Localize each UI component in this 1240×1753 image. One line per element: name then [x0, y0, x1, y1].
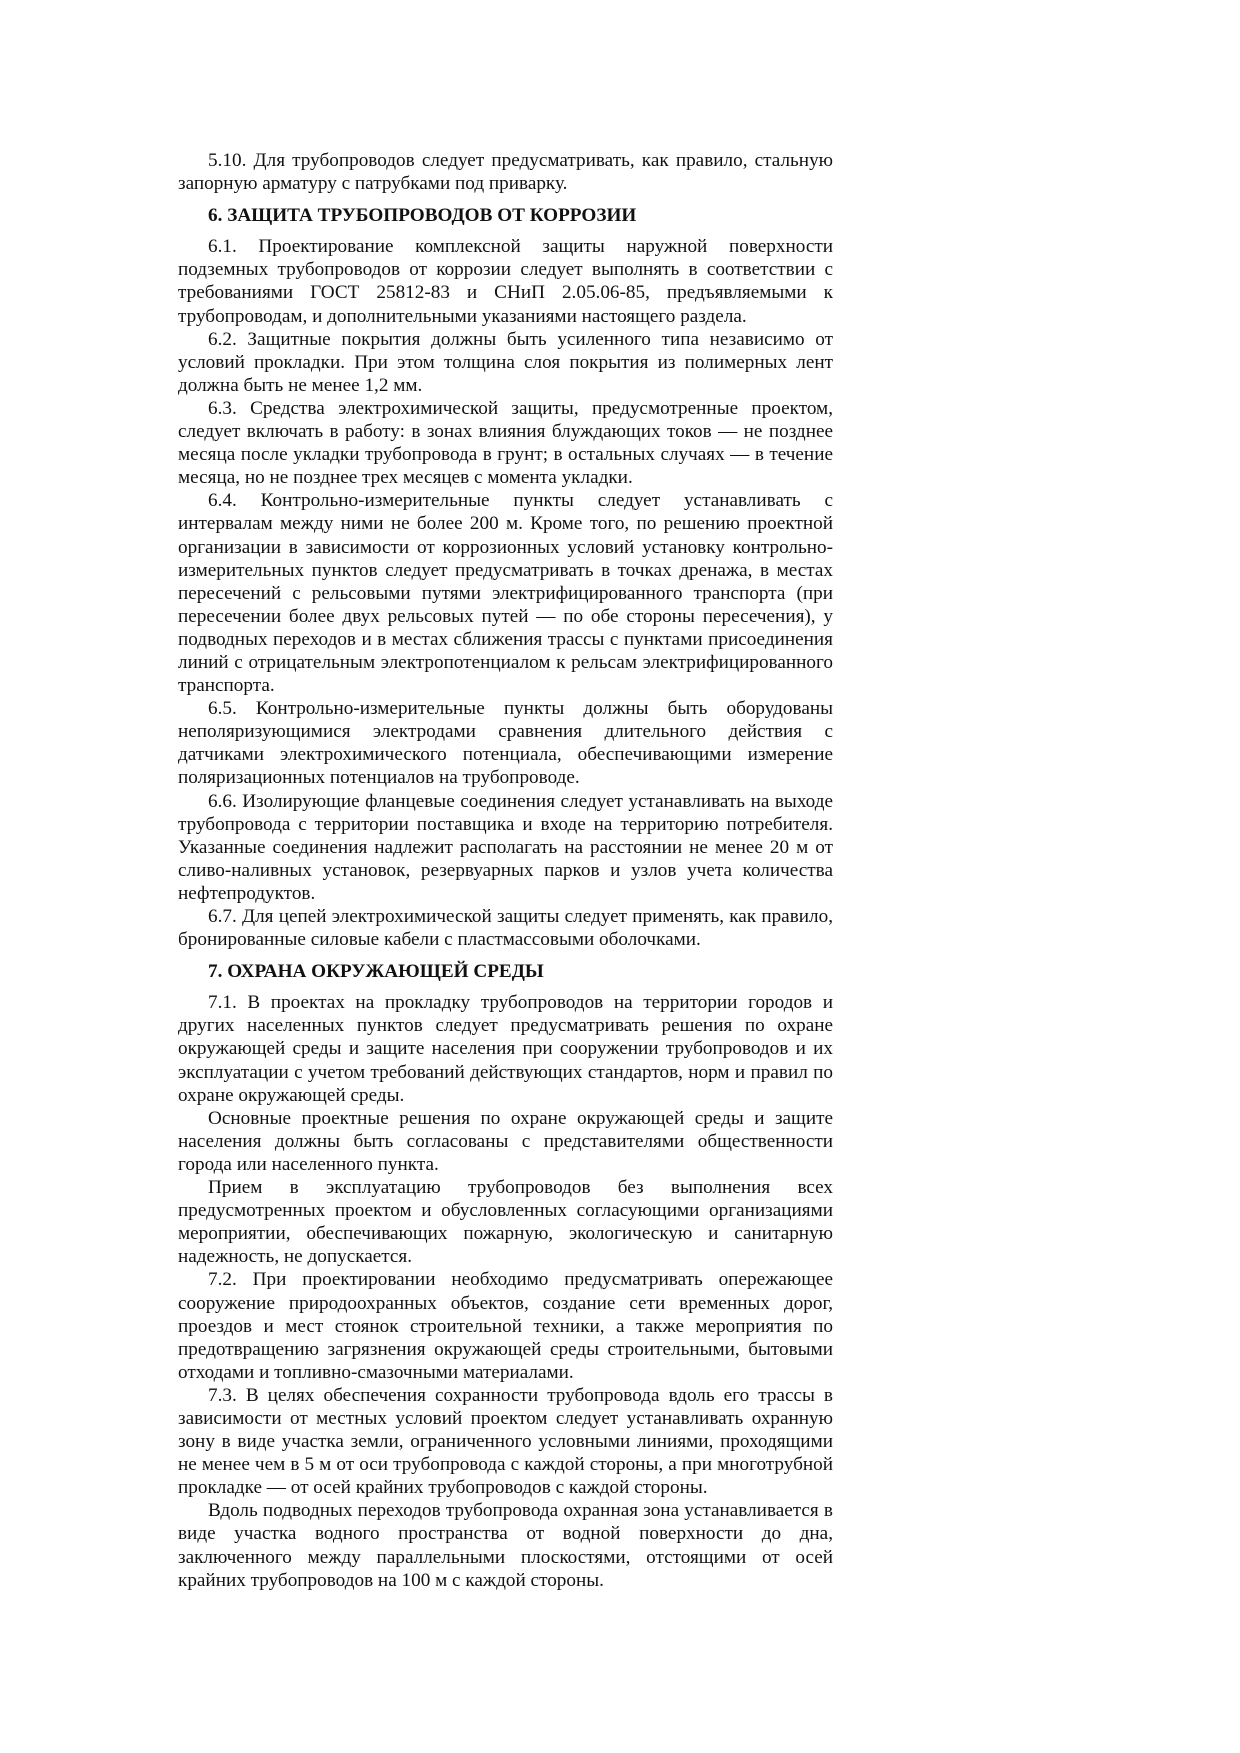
paragraph-7-3: 7.3. В целях обеспечения сохранности трубопровода вдоль его трассы в зависимости от местных условий проектом следует устанавливать охранную зону в виде участка земли, ограниченного условными линиями, проходящими не менее чем в 5 м от оси трубопровода с каждой стороны, а при многотрубной прокладке — от осей крайних трубопроводов с каждой стороны.: [178, 1384, 833, 1499]
paragraph-6-3: 6.3. Средства электрохимической защиты, предусмотренные проектом, следует включать в работу: в зонах влияния блуждающих токов — не позднее месяца после укладки трубопровода в грунт; в остальных случаях — в течение месяца, но не позднее трех месяцев с момента укладки.: [178, 397, 833, 489]
paragraph-7-2: 7.2. При проектировании необходимо предусматривать опережающее сооружение природоохранных объектов, создание сети временных дорог, проездов и мест стоянок строительной техники, а также мероприятия по предотвращению загрязнения окружающей среды строительными, бытовыми отходами и топливно-смазочными материалами.: [178, 1269, 833, 1383]
text-column: [178, 149, 833, 1592]
paragraph-6-5: 6.5. Контрольно-измерительные пункты должны быть оборудованы неполяризующимися электродами сравнения длительного действия с датчиками электрохимического потенциала, обеспечивающими измерение поляризационных потенциалов на трубопроводе.: [178, 698, 833, 789]
section-heading-7: 7. ОХРАНА ОКРУЖАЮЩЕЙ СРЕДЫ: [208, 961, 544, 983]
paragraph-6-2: 6.2. Защитные покрытия должны быть усиленного типа независимо от условий прокладки. При этом толщина слоя покрытия из полимерных лент должна быть не менее 1,2 мм.: [178, 328, 833, 396]
section-heading-6: 6. ЗАЩИТА ТРУБОПРОВОДОВ ОТ КОРРОЗИИ: [208, 205, 637, 227]
paragraph-6-7: 6.7. Для цепей электрохимической защиты следует применять, как правило, бронированные силовые кабели с пластмассовыми оболочками.: [178, 906, 833, 951]
paragraph-6-1: 6.1. Проектирование комплексной защиты наружной поверхности подземных трубопроводов от коррозии следует выполнять в соответствии с требованиями ГОСТ 25812-83 и СНиП 2.05.06-85, предъявляемыми к трубопроводам, и дополнительными указаниями настоящего раздела.: [178, 236, 833, 327]
paragraph-7-3-underwater: Вдоль подводных переходов трубопровода охранная зона устанавливается в виде участка водного пространства от водной поверхности до дна, заключенного между параллельными плоскостями, отстоящими от осей крайних трубопроводов на 100 м с каждой стороны.: [178, 1500, 833, 1591]
paragraph-7-1: 7.1. В проектах на прокладку трубопроводов на территории городов и других населенных пунктов следует предусматривать решения по охране окружающей среды и защите населения при сооружении трубопроводов и их эксплуатации с учетом требований действующих стандартов, норм и правил по охране окружающей среды.: [178, 992, 833, 1106]
paragraph-7-1-acceptance: Прием в эксплуатацию трубопроводов без выполнения всех предусмотренных проектом и обусловленных согласующими организациями мероприятии, обеспечивающих пожарную, экологическую и санитарную надежность, не допускается.: [178, 1177, 833, 1268]
paragraph-5-10: 5.10. Для трубопроводов следует предусматривать, как правило, стальную запорную арматуру с патрубками под приварку.: [178, 150, 833, 195]
paragraph-6-6: 6.6. Изолирующие фланцевые соединения следует устанавливать на выходе трубопровода с территории поставщика и входе на территорию потребителя. Указанные соединения надлежит располагать на расстоянии не менее 20 м от сливо-наливных установок, резервуарных парков и узлов учета количества нефтепродуктов.: [178, 790, 833, 904]
paragraph-6-4: 6.4. Контрольно-измерительные пункты следует устанавливать с интервалам между ними не более 200 м. Кроме того, по решению проектной организации в зависимости от коррозионных условий установку контрольно-измерительных пунктов следует предусматривать в точках дренажа, в местах пересечений с рельсовыми путями электрифицированного транспорта (при пересечении более двух рельсовых путей — по обе стороны пересечения), у подводных переходов и в местах сближения трассы с пунктами присоединения линий с отрицательным электропотенциалом к рельсам электрифицированного транспорта.: [178, 490, 833, 697]
paragraph-7-1-approval: Основные проектные решения по охране окружающей среды и защите населения должны быть согласованы с представителями общественности города или населенного пункта.: [178, 1107, 833, 1175]
